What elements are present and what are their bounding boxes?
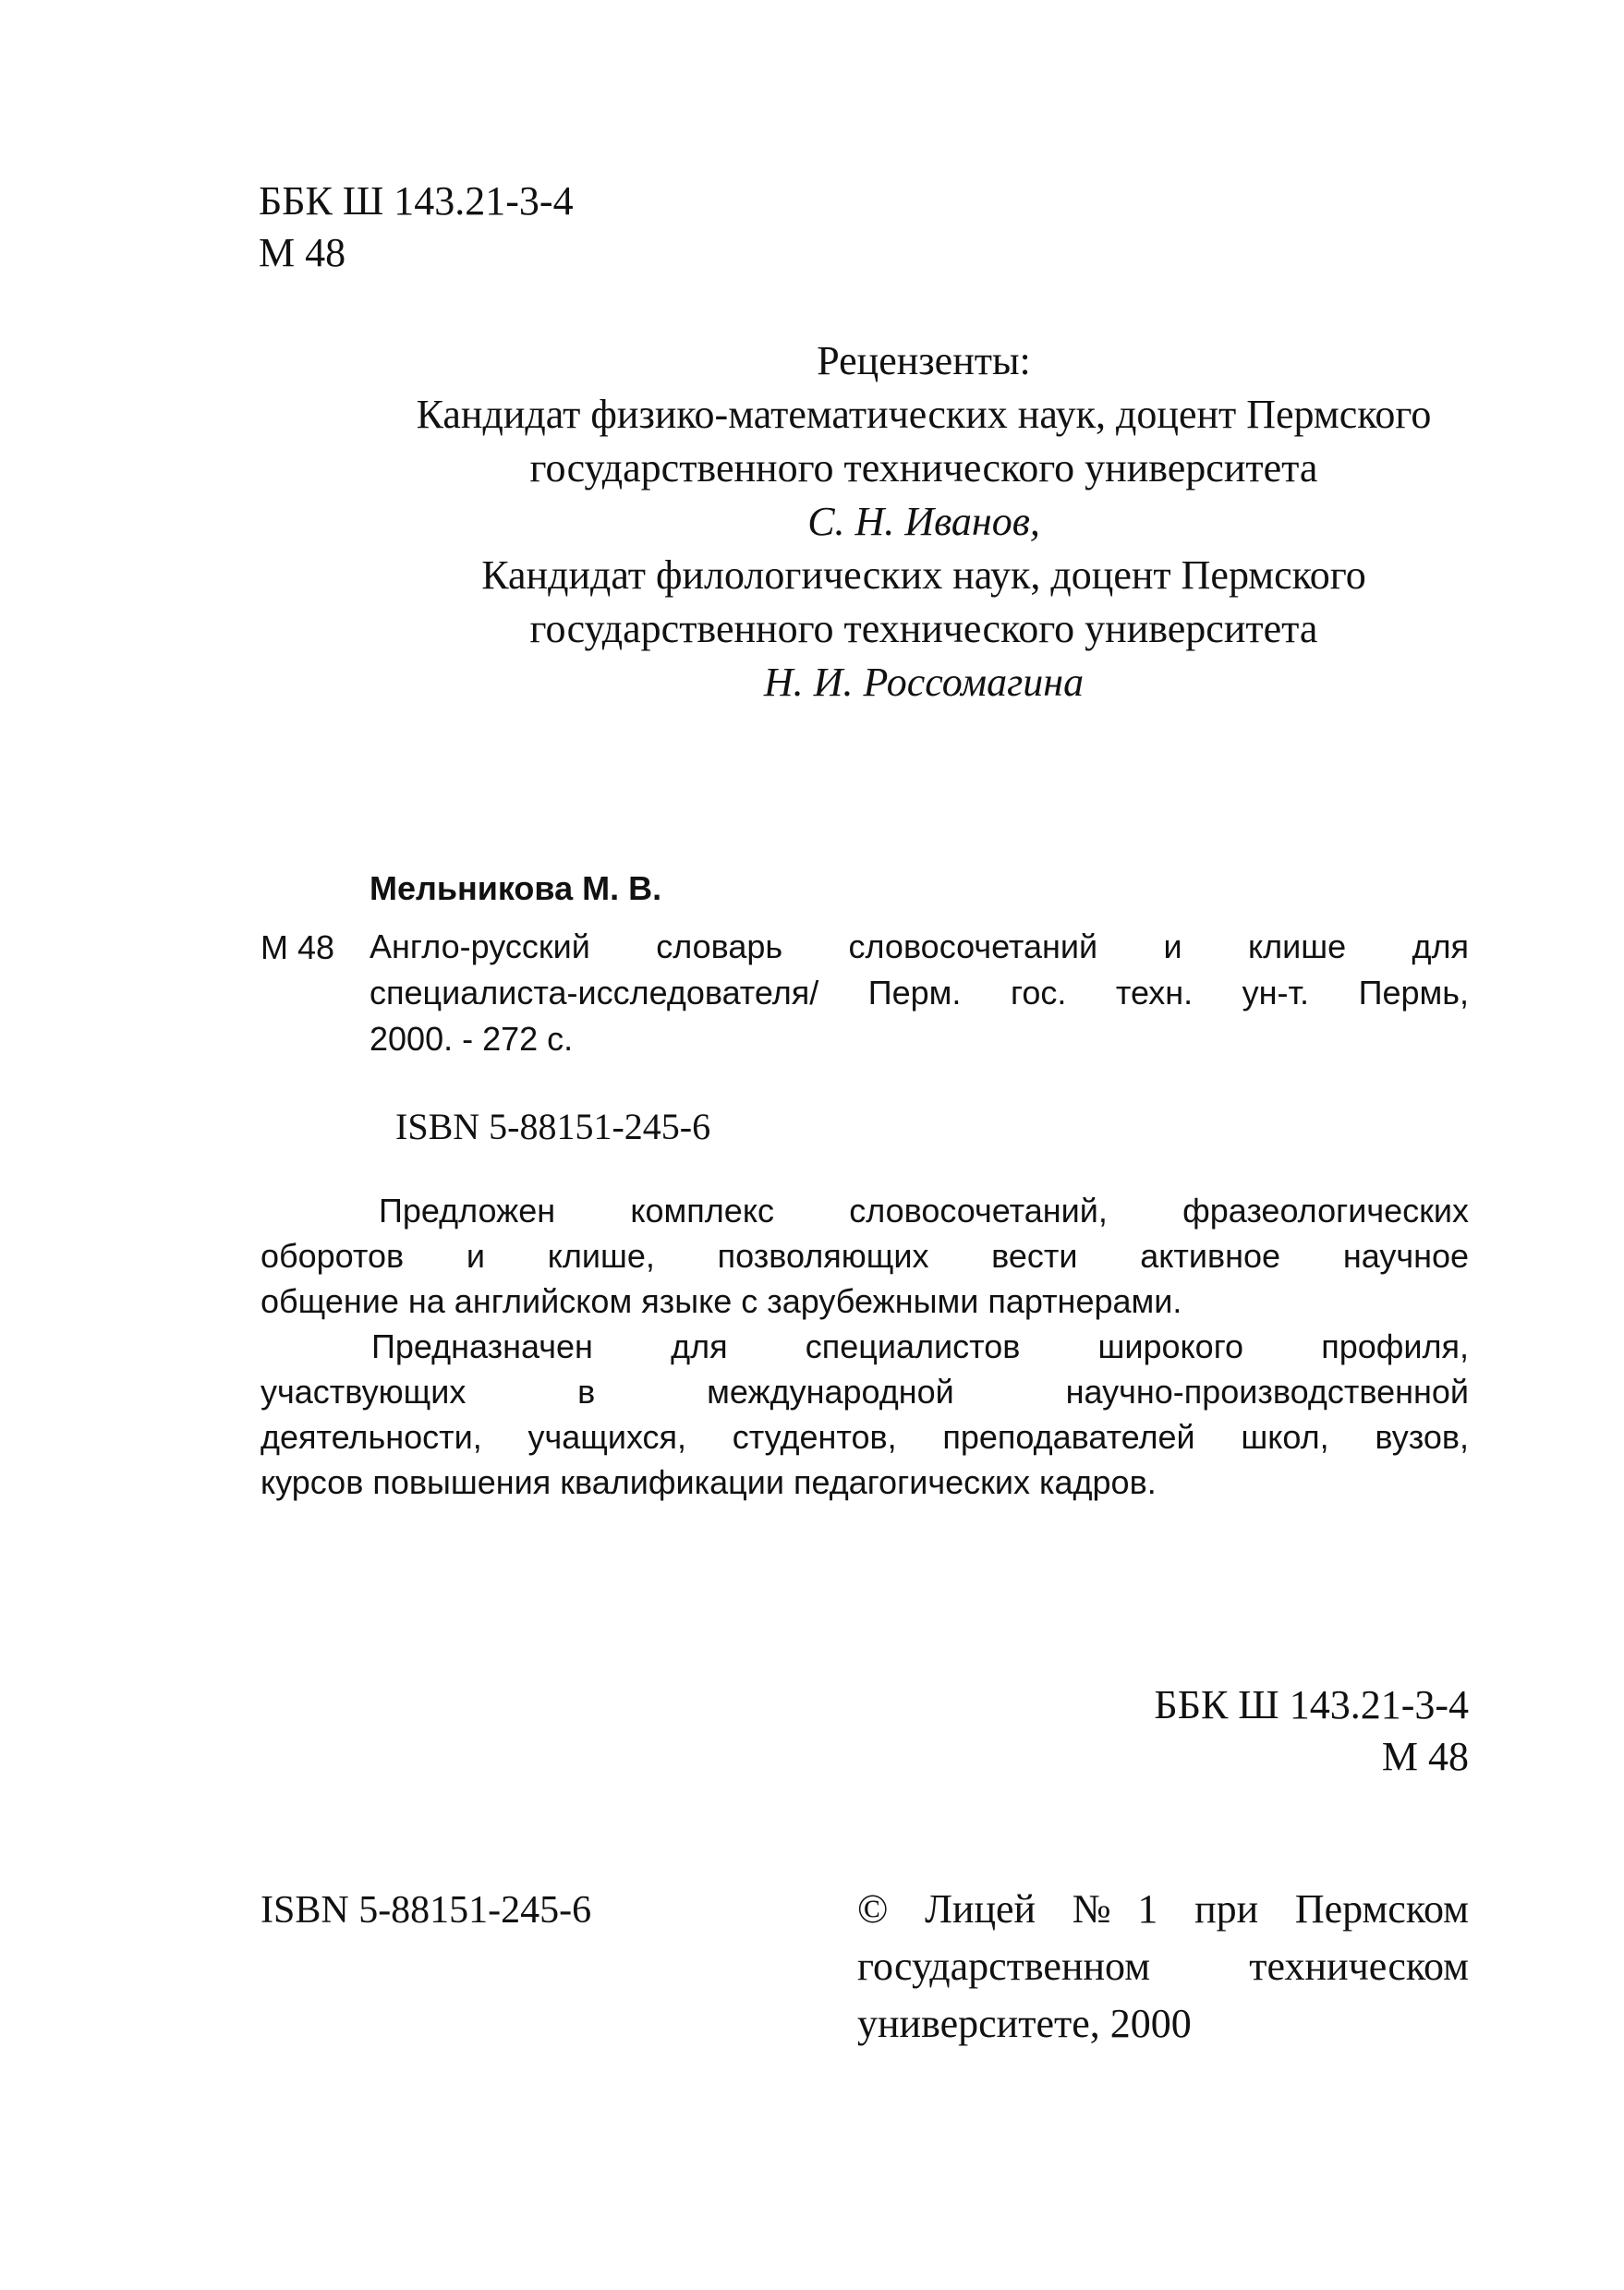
book-author-mark: М 48 xyxy=(261,928,335,966)
annotation-line: деятельности, учащихся, студентов, преподавателей школ, вузов, xyxy=(261,1418,1469,1456)
reviewers-heading: Рецензенты: xyxy=(817,338,1031,383)
reviewer1-title: Кандидат физико-математических наук, доцент Пермского xyxy=(416,392,1432,437)
reviewers-block xyxy=(351,334,1497,709)
annotation-text xyxy=(261,1188,1469,1505)
copyright-line: © Лицей №1 при Пермском xyxy=(857,1886,1469,1932)
book-description-line: специалиста-исследователя/ Перм. гос. техн. ун-т. Пермь, xyxy=(370,974,1469,1012)
footer-isbn: ISBN 5-88151-245-6 xyxy=(261,1889,592,1932)
bbk-classification-bottom xyxy=(1016,1679,1469,1783)
reviewer2-title: Кандидат филологических наук, доцент Пермского xyxy=(481,552,1366,598)
annotation-line: оборотов и клише, позволяющих вести активное научное xyxy=(261,1237,1469,1275)
bbk-code: ББК Ш 143.21-3-4 xyxy=(259,178,574,224)
isbn-number: ISBN 5-88151-245-6 xyxy=(395,1106,711,1147)
reviewer2-affiliation: государственного технического университета xyxy=(529,606,1318,651)
author-mark: М 48 xyxy=(259,230,346,275)
copyright-notice xyxy=(857,1881,1469,2053)
bbk-code: ББК Ш 143.21-3-4 xyxy=(1154,1682,1469,1727)
book-description-line: Англо-русский словарь словосочетаний и клише для xyxy=(370,927,1469,965)
copyright-line: государственном техническом xyxy=(857,1944,1469,1989)
author-mark: М 48 xyxy=(1381,1734,1469,1779)
book-description xyxy=(370,924,1469,1062)
annotation-line: Предложен комплекс словосочетаний, фразеологических xyxy=(379,1192,1469,1230)
reviewer1-affiliation: государственного технического университета xyxy=(529,445,1318,491)
bbk-classification-top xyxy=(259,176,574,279)
book-author: Мельникова М. В. xyxy=(370,869,662,907)
book-description-line: 2000. - 272 с. xyxy=(370,1020,574,1058)
reviewer2-name: Н. И. Россомагина xyxy=(763,660,1085,705)
reviewer1-name: С. Н. Иванов, xyxy=(807,499,1040,544)
annotation-line: курсов повышения квалификации педагогических кадров. xyxy=(261,1463,1157,1501)
annotation-line: общение на английском языке с зарубежными партнерами. xyxy=(261,1282,1182,1320)
annotation-line: Предназначен для специалистов широкого профиля, xyxy=(371,1327,1469,1365)
copyright-line: университете, 2000 xyxy=(857,2001,1192,2046)
annotation-line: участвующих в международной научно-производственной xyxy=(261,1373,1469,1411)
